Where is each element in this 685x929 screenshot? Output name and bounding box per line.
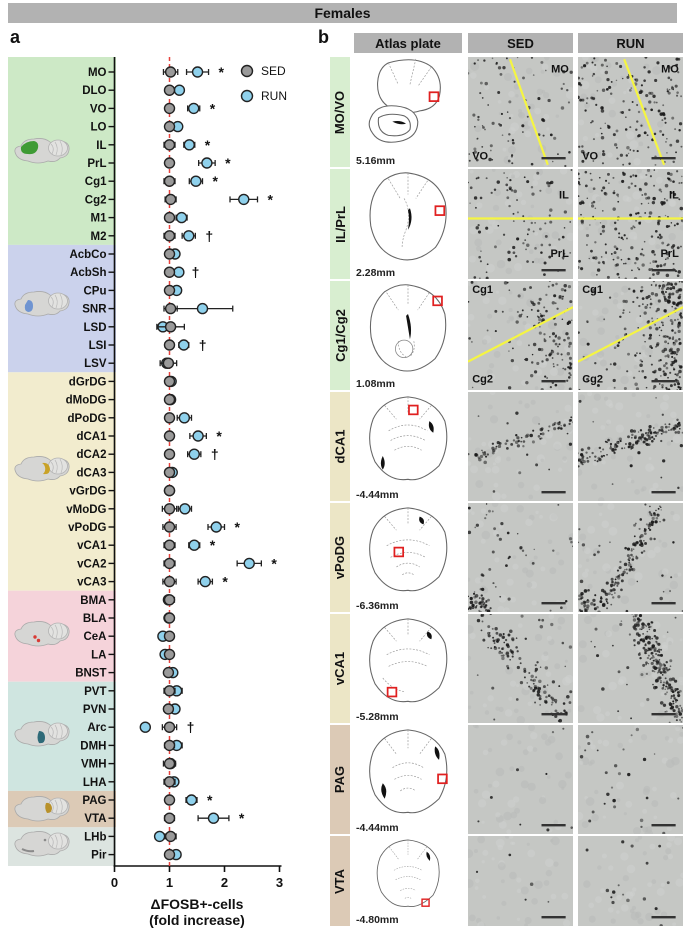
row-label-VTA: [330, 836, 350, 926]
region-label-vCA1: vCA1: [77, 540, 107, 553]
atlas-drawing: [354, 57, 462, 155]
significance-marker: *: [218, 64, 225, 80]
data-point: [179, 340, 189, 350]
scale-bar: [542, 916, 566, 918]
atlas-drawing: [354, 836, 462, 914]
atlas-drawing: [354, 614, 462, 711]
run-column-header: RUN: [578, 33, 683, 53]
x-axis-label-2: (fold increase): [149, 912, 245, 928]
data-point: [189, 540, 199, 550]
atlas-plate-dCA1: [354, 392, 462, 501]
significance-marker: *: [267, 191, 273, 208]
data-point: [166, 304, 176, 314]
scale-bar: [652, 491, 676, 493]
panel-a-letter: a: [10, 27, 21, 47]
atlas-drawing: [354, 281, 462, 378]
micrograph-image: [578, 836, 683, 926]
micrograph-image: [468, 392, 573, 501]
row-label-vCA1: [330, 614, 350, 723]
row-label-text: IL/PrL: [332, 205, 348, 243]
data-point: [155, 831, 165, 841]
data-point: [165, 813, 175, 823]
micrograph-region-label: Cg1: [582, 283, 603, 296]
significance-marker: *: [271, 555, 277, 572]
scale-bar: [542, 491, 566, 493]
region-label-BLA: BLA: [82, 613, 107, 625]
run-micrograph-IL-PrL: [578, 169, 683, 279]
region-label-LO: LO: [90, 121, 107, 134]
scale-bar: [542, 713, 566, 715]
data-point: [165, 449, 175, 459]
scale-bar: [652, 916, 676, 918]
legend-label-RUN: RUN: [261, 89, 287, 103]
region-label-LA: LA: [91, 649, 107, 662]
bregma-coordinate: -4.80mm: [356, 914, 399, 926]
data-point: [165, 740, 175, 750]
scale-bar: [542, 157, 566, 159]
data-point: [165, 413, 175, 423]
row-label-MO-VO: [330, 57, 350, 167]
region-label-PAG: PAG: [82, 795, 107, 807]
data-point: [165, 395, 175, 405]
atlas-plate-PAG: [354, 725, 462, 834]
row-label-text: dCA1: [332, 429, 348, 464]
region-label-LHA: LHA: [82, 776, 107, 789]
region-label-CeA: CeA: [83, 631, 107, 644]
scale-bar: [652, 602, 676, 604]
data-point: [211, 522, 221, 532]
atlas-drawing: [354, 392, 462, 489]
micrograph-image: [578, 169, 683, 279]
bregma-coordinate: 2.28mm: [356, 267, 396, 279]
significance-marker: †: [205, 227, 214, 244]
data-point: [174, 267, 184, 277]
sed-micrograph-vCA1: [468, 614, 573, 723]
region-label-LSI: LSI: [88, 340, 107, 352]
region-label-CPu: CPu: [83, 285, 107, 298]
sed-micrograph-dCA1: [468, 392, 573, 501]
region-label-DLO: DLO: [82, 85, 107, 98]
region-label-PVN: PVN: [82, 704, 107, 716]
data-point: [184, 231, 194, 241]
legend-label-SED: SED: [261, 64, 286, 78]
row-label-text: vCA1: [332, 651, 348, 686]
data-point: [165, 540, 175, 550]
data-point: [180, 504, 190, 514]
bregma-coordinate: -4.44mm: [356, 822, 399, 834]
atlas-plate-column-header: Atlas plate: [354, 33, 462, 53]
scale-bar: [542, 269, 566, 271]
scale-bar: [652, 380, 676, 382]
significance-marker: †: [198, 337, 207, 353]
scale-bar: [652, 157, 676, 159]
bregma-coordinate: -5.28mm: [356, 711, 399, 723]
region-label-SNR: SNR: [82, 303, 107, 316]
data-point: [165, 376, 175, 386]
micrograph-image: [468, 169, 573, 279]
data-point: [165, 486, 175, 496]
region-label-Pir: Pir: [91, 849, 107, 862]
data-point: [163, 358, 173, 368]
data-point: [239, 194, 249, 204]
scale-bar: [542, 824, 566, 826]
data-point: [189, 449, 199, 459]
row-label-text: MO/VO: [332, 90, 348, 134]
data-point: [165, 759, 175, 769]
data-point: [165, 777, 175, 787]
data-point: [165, 722, 175, 732]
run-micrograph-VTA: [578, 836, 683, 926]
region-label-BMA: BMA: [80, 594, 107, 607]
scale-bar: [542, 602, 566, 604]
data-point: [165, 467, 175, 477]
legend-marker-SED: [242, 66, 253, 77]
region-label-dGrDG: dGrDG: [68, 376, 107, 389]
micrograph-region-label: VO: [582, 150, 599, 163]
run-micrograph-MO-VO: [578, 57, 683, 167]
region-label-M2: M2: [90, 230, 107, 243]
significance-marker: *: [234, 519, 240, 535]
data-point: [163, 704, 173, 714]
data-point: [193, 67, 203, 77]
micrograph-region-label: PrL: [660, 248, 679, 260]
data-point: [165, 558, 175, 568]
region-label-M1: M1: [90, 212, 107, 225]
significance-marker: *: [225, 155, 231, 171]
atlas-drawing: [354, 169, 462, 267]
micrograph-image: [578, 392, 683, 501]
region-label-LSV: LSV: [84, 358, 107, 371]
x-tick-label: 2: [220, 875, 229, 890]
micrograph-image: [468, 725, 573, 834]
row-label-vPoDG: [330, 503, 350, 612]
data-point: [165, 213, 175, 223]
bregma-coordinate: 1.08mm: [356, 378, 396, 390]
region-label-LHb: LHb: [84, 831, 107, 844]
region-label-PrL: PrL: [87, 158, 107, 170]
sed-micrograph-VTA: [468, 836, 573, 926]
legend-marker-RUN: [242, 91, 253, 102]
sed-micrograph-PAG: [468, 725, 573, 834]
figure-title: Females: [8, 3, 677, 23]
data-point: [179, 413, 189, 423]
data-point: [165, 850, 175, 860]
x-axis-label: ΔFOSB+-cells: [150, 896, 244, 912]
micrograph-region-label: MO: [551, 63, 569, 76]
region-label-AcbSh: AcbSh: [70, 267, 107, 280]
sed-micrograph-MO-VO: [468, 57, 573, 167]
data-point: [166, 67, 176, 77]
data-point: [165, 613, 175, 623]
atlas-plate-VTA: [354, 836, 462, 926]
run-micrograph-Cg1-Cg2: [578, 281, 683, 390]
atlas-plate-vPoDG: [354, 503, 462, 612]
atlas-plate-MO-VO: [354, 57, 462, 167]
region-label-dCA2: dCA2: [76, 449, 107, 462]
run-micrograph-vPoDG: [578, 503, 683, 612]
atlas-plate-IL-PrL: [354, 169, 462, 279]
scale-bar: [542, 380, 566, 382]
data-point: [165, 631, 175, 641]
sed-micrograph-IL-PrL: [468, 169, 573, 279]
data-point: [165, 577, 175, 587]
data-point: [163, 668, 173, 678]
data-point: [200, 577, 210, 587]
data-point: [165, 504, 175, 514]
data-point: [202, 158, 212, 168]
bregma-coordinate: -6.36mm: [356, 600, 399, 612]
micrograph-image: [468, 281, 573, 390]
bregma-coordinate: -4.44mm: [356, 489, 399, 501]
atlas-plate-Cg1-Cg2: [354, 281, 462, 390]
x-tick-label: 0: [110, 875, 119, 890]
run-micrograph-dCA1: [578, 392, 683, 501]
significance-marker: *: [209, 537, 216, 554]
data-point: [209, 813, 219, 823]
region-label-AcbCo: AcbCo: [69, 249, 107, 261]
run-micrograph-PAG: [578, 725, 683, 834]
region-label-vCA2: vCA2: [77, 558, 107, 571]
run-micrograph-vCA1: [578, 614, 683, 723]
data-point: [165, 140, 175, 150]
micrograph-image: [578, 281, 683, 390]
data-point: [166, 322, 176, 332]
region-label-DMH: DMH: [80, 740, 107, 753]
micrograph-image: [468, 614, 573, 723]
region-label-VO: VO: [89, 103, 107, 116]
micrograph-region-label: IL: [669, 189, 679, 202]
significance-marker: *: [212, 173, 218, 190]
region-label-dPoDG: dPoDG: [67, 412, 107, 425]
row-label-text: PAG: [332, 765, 348, 794]
data-point: [244, 558, 254, 568]
micrograph-region-label: VO: [472, 150, 489, 163]
data-point: [177, 213, 187, 223]
significance-marker: *: [222, 573, 228, 590]
micrograph-image: [578, 503, 683, 612]
data-point: [165, 340, 175, 350]
data-point: [165, 85, 175, 95]
data-point: [165, 686, 175, 696]
micrograph-image: [468, 57, 573, 167]
scale-bar: [652, 269, 676, 271]
row-label-IL-PrL: [330, 169, 350, 279]
data-point: [191, 176, 201, 186]
significance-marker: *: [216, 428, 222, 444]
atlas-drawing: [354, 725, 462, 822]
atlas-drawing: [354, 503, 462, 600]
region-label-BNST: BNST: [75, 667, 107, 680]
region-label-LSD: LSD: [83, 321, 107, 334]
significance-marker: †: [186, 719, 195, 736]
x-tick-label: 3: [275, 875, 284, 890]
data-point: [165, 231, 175, 241]
data-point: [165, 795, 175, 805]
forest-plot-panel: [0, 0, 320, 929]
row-label-PAG: [330, 725, 350, 834]
data-point: [165, 285, 175, 295]
data-point: [165, 249, 175, 259]
micrograph-image: [578, 725, 683, 834]
data-point: [187, 795, 197, 805]
region-label-vGrDG: vGrDG: [69, 485, 107, 498]
micrograph-region-label: Cg2: [582, 373, 603, 386]
micrograph-image: [468, 836, 573, 926]
region-label-vCA3: vCA3: [77, 576, 107, 589]
sed-micrograph-Cg1-Cg2: [468, 281, 573, 390]
forest-plot: [0, 0, 320, 929]
data-point: [165, 267, 175, 277]
data-point: [140, 722, 150, 732]
region-label-Cg2: Cg2: [84, 194, 107, 207]
data-point: [165, 649, 175, 659]
scale-bar: [652, 824, 676, 826]
micrograph-region-label: MO: [661, 63, 679, 76]
region-label-Cg1: Cg1: [84, 176, 107, 189]
sed-column-header: SED: [468, 33, 573, 53]
significance-marker: †: [210, 446, 219, 463]
micrograph-region-label: Cg1: [472, 283, 493, 296]
significance-marker: *: [204, 136, 211, 153]
bregma-coordinate: 5.16mm: [356, 155, 396, 167]
region-label-Arc: Arc: [87, 722, 107, 735]
data-point: [165, 176, 175, 186]
row-label-text: vPoDG: [332, 535, 348, 580]
region-label-MO: MO: [87, 67, 107, 79]
region-label-VTA: VTA: [84, 813, 107, 826]
data-point: [189, 103, 199, 113]
significance-marker: *: [238, 810, 245, 827]
region-label-PVT: PVT: [84, 685, 107, 698]
region-label-vPoDG: vPoDG: [68, 522, 107, 534]
data-point: [165, 522, 175, 532]
micrograph-image: [578, 614, 683, 723]
data-point: [184, 140, 194, 150]
region-label-dCA3: dCA3: [76, 467, 107, 480]
micrograph-region-label: Cg2: [472, 373, 493, 386]
row-label-text: Cg1/Cg2: [332, 309, 348, 362]
row-label-Cg1-Cg2: [330, 281, 350, 390]
region-label-dMoDG: dMoDG: [65, 394, 107, 407]
data-point: [166, 194, 176, 204]
significance-marker: *: [209, 100, 216, 117]
micrograph-region-label: IL: [559, 189, 569, 202]
region-label-IL: IL: [96, 139, 107, 152]
data-point: [165, 158, 175, 168]
data-point: [193, 431, 203, 441]
x-tick-label: 1: [165, 875, 174, 890]
row-label-text: VTA: [332, 868, 348, 894]
data-point: [198, 304, 208, 314]
scale-bar: [652, 713, 676, 715]
data-point: [165, 595, 175, 605]
panel-b-letter: b: [318, 27, 329, 47]
region-label-dCA1: dCA1: [76, 431, 107, 443]
micrograph-image: [578, 57, 683, 167]
micrograph-image: [468, 503, 573, 612]
sed-micrograph-vPoDG: [468, 503, 573, 612]
data-point: [165, 103, 175, 113]
data-point: [166, 831, 176, 841]
data-point: [165, 431, 175, 441]
atlas-plate-vCA1: [354, 614, 462, 723]
significance-marker: †: [191, 264, 200, 281]
data-point: [165, 122, 175, 132]
row-label-dCA1: [330, 392, 350, 501]
region-label-vMoDG: vMoDG: [66, 503, 107, 516]
region-label-VMH: VMH: [80, 758, 107, 771]
data-point: [174, 85, 184, 95]
micrograph-region-label: PrL: [550, 248, 569, 260]
significance-marker: *: [207, 792, 213, 808]
